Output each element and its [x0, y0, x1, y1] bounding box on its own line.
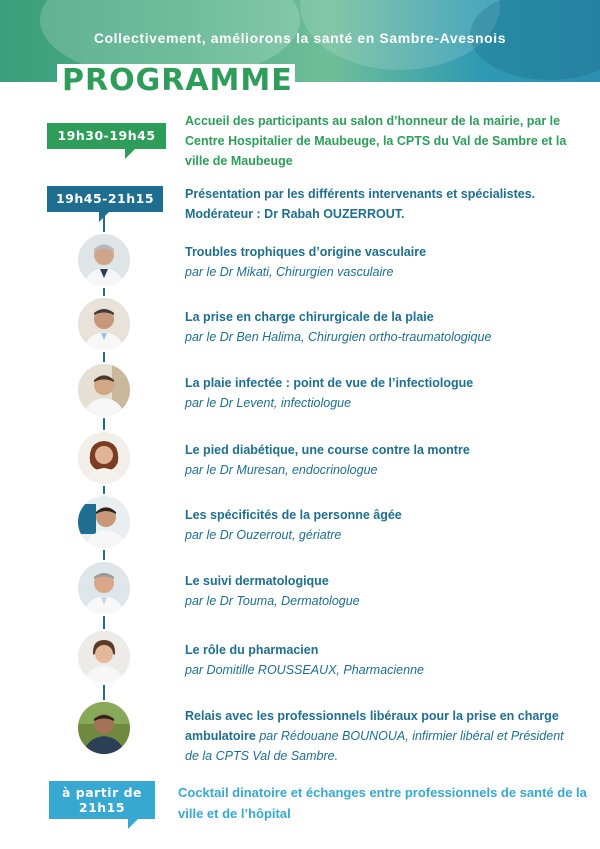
talk-8 [185, 706, 575, 766]
speaker-photo-levent [78, 364, 130, 416]
time-badge-closing [49, 781, 155, 819]
talk-7 [185, 640, 575, 680]
talk-1 [185, 242, 575, 282]
talk-speaker: par le Dr Ben Halima, Chirurgien ortho-traumatologique [185, 330, 492, 344]
speaker-photo-mikati [78, 234, 130, 286]
talk-title: Le rôle du pharmacien [185, 643, 319, 657]
talk-speaker: par le Dr Touma, Dermatologue [185, 594, 360, 608]
talk-title: Le suivi dermatologique [185, 574, 329, 588]
talk-3 [185, 373, 575, 413]
closing-time-line2: 21h15 [78, 800, 126, 815]
welcome-text: Accueil des participants au salon d’honneur de la mairie, par le Centre Hospitalier de Maubeuge, la CPTS du Val de Sambre et la ville de Maubeuge [185, 114, 567, 168]
talk-title: Les spécificités de la personne âgée [185, 508, 402, 522]
speaker-photo-muresan [78, 432, 130, 484]
talk-title: Troubles trophiques d’origine vasculaire [185, 245, 427, 259]
talk-speaker: par Domitille ROUSSEAUX, Pharmacienne [185, 663, 424, 677]
talk-title: Relais avec les professionnels libéraux pour la prise en charge ambulatoire [185, 709, 559, 743]
talk-title: La prise en charge chirurgicale de la plaie [185, 310, 434, 324]
header-tagline: Collectivement, améliorons la santé en Sambre-Avesnois [93, 30, 507, 46]
speaker-photo-rousseaux [78, 631, 130, 683]
closing-time-line1: à partir de [61, 785, 143, 800]
talk-title: La plaie infectée : point de vue de l’infectiologue [185, 376, 474, 390]
talk-speaker: par le Dr Levent, infectiologue [185, 396, 352, 410]
page-title: PROGRAMME [62, 63, 293, 98]
talk-speaker: par Rédouane BOUNOUA, infirmier libéral et Président de la CPTS Val de Sambre. [185, 729, 564, 763]
talk-title: Le pied diabétique, une course contre la montre [185, 443, 470, 457]
talk-speaker: par le Dr Ouzerrout, gériatre [185, 528, 342, 542]
talk-2 [185, 307, 575, 347]
time-badge-presentation: 19h45-21h15 [47, 186, 163, 212]
talk-4 [185, 440, 575, 480]
speaker-photo-ben-halima [78, 298, 130, 350]
talk-5 [185, 505, 575, 545]
talk-speaker: par le Dr Muresan, endocrinologue [185, 463, 378, 477]
speaker-photo-bounoua [78, 702, 130, 754]
time-badge-welcome: 19h30-19h45 [47, 123, 166, 149]
speaker-photo-touma [78, 562, 130, 614]
talk-speaker: par le Dr Mikati, Chirurgien vasculaire [185, 265, 394, 279]
closing-text: Cocktail dinatoire et échanges entre professionnels de santé de la ville et de l’hôpital [178, 785, 587, 821]
presentation-text: Présentation par les différents intervenants et spécialistes. Modérateur : Dr Rabah OUZERROUT. [185, 187, 536, 221]
speaker-photo-ouzerrout [78, 496, 130, 548]
talk-6 [185, 571, 575, 611]
